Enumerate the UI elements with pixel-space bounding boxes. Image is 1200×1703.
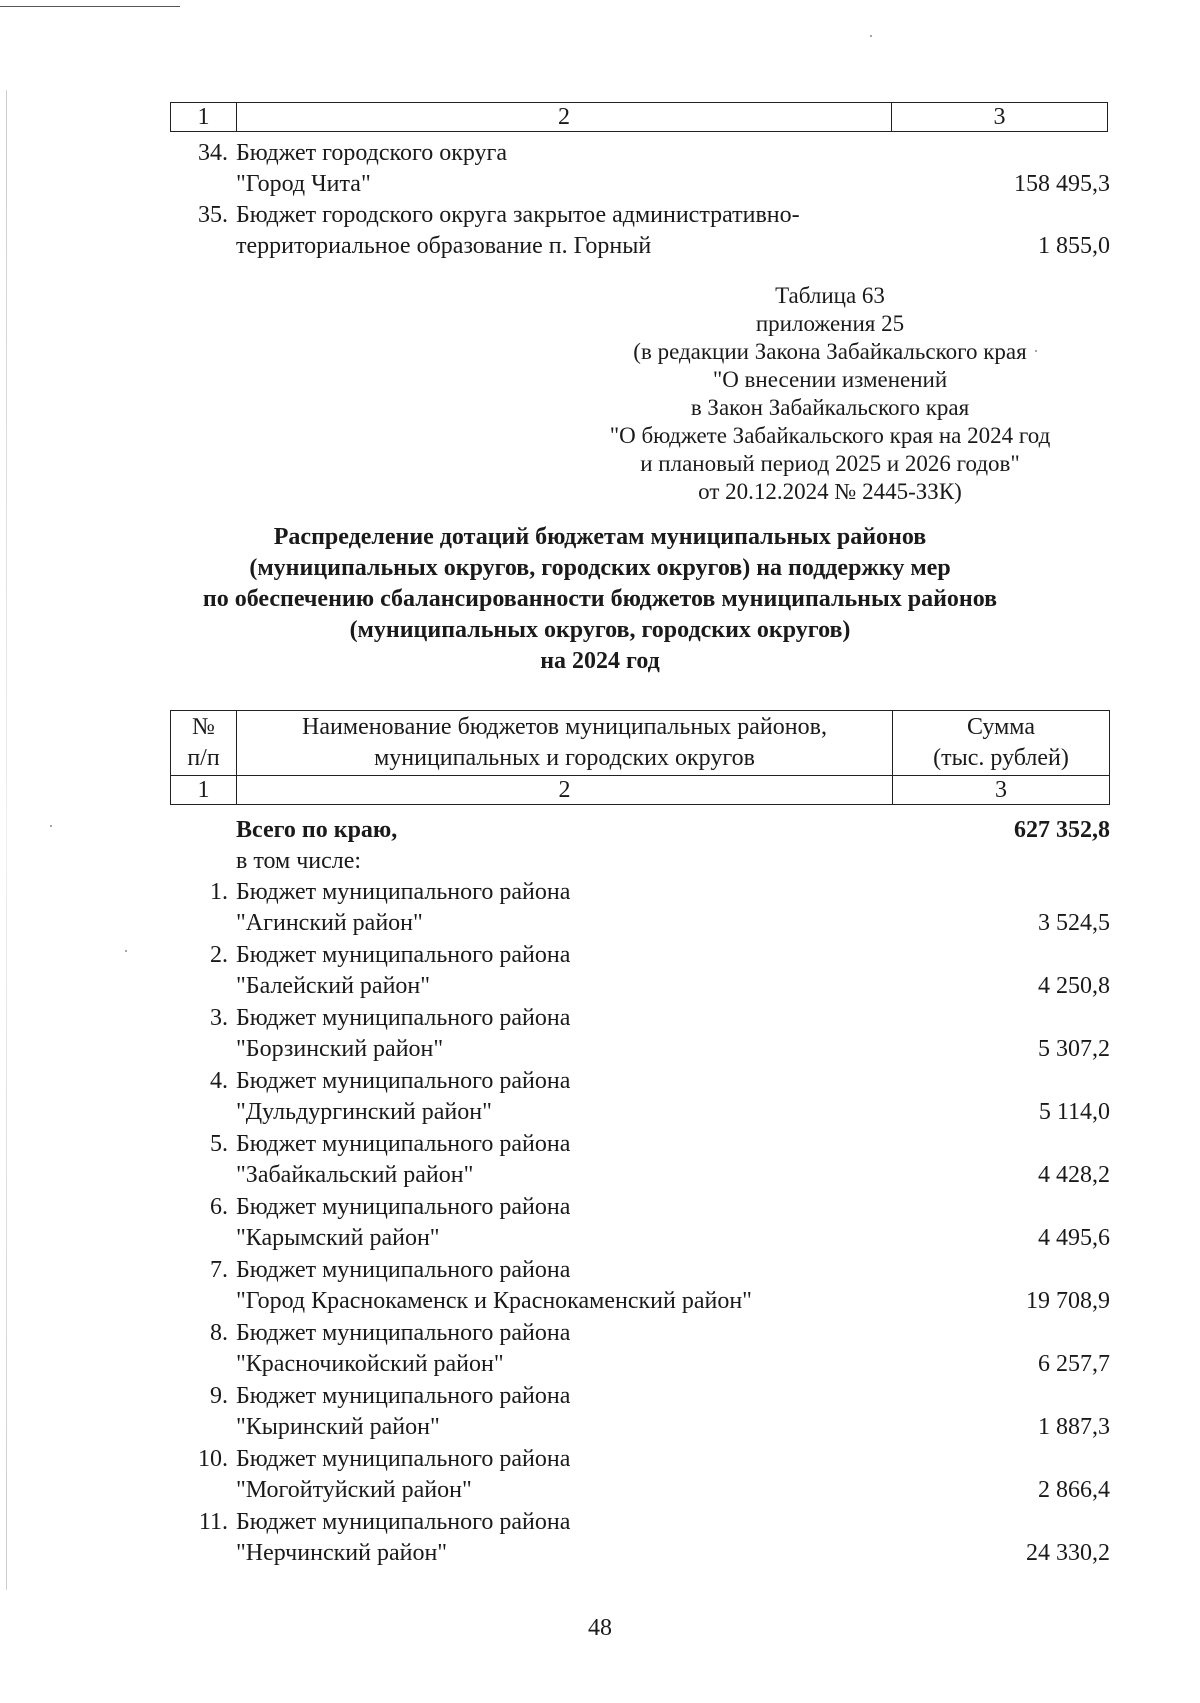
row-amount: 4 250,8: [1038, 973, 1110, 999]
row-amount: 1 855,0: [1038, 233, 1110, 259]
column-index-2: 2: [237, 103, 892, 131]
row-name-line1: Бюджет муниципального района: [236, 1509, 571, 1535]
row-amount: 5 307,2: [1038, 1036, 1110, 1062]
continuation-table-header: [170, 102, 1108, 132]
row-name-line1: Бюджет муниципального района: [236, 1068, 571, 1094]
annotation-line: "О бюджете Забайкальского края на 2024 год: [609, 423, 1051, 448]
row-name-line2: "Могойтуйский район": [236, 1477, 472, 1503]
row-name-line2: "Забайкальский район": [236, 1162, 474, 1188]
row-name-line2: "Город Чита": [236, 171, 371, 197]
column-index-1: 1: [171, 103, 237, 131]
annotation-line: и плановый период 2025 и 2026 годов": [640, 451, 1020, 476]
row-number: 10.: [198, 1446, 228, 1472]
row-name-line2: "Город Краснокаменск и Краснокаменский район": [236, 1288, 752, 1314]
row-name-line1: Бюджет муниципального района: [236, 1257, 571, 1283]
row-name-line1: Бюджет муниципального района: [236, 879, 571, 905]
row-number: 11.: [198, 1509, 228, 1535]
row-name-line1: Бюджет муниципального района: [236, 1446, 571, 1472]
column-index-1: 1: [171, 776, 237, 804]
row-amount: 1 887,3: [1038, 1414, 1110, 1440]
annotation-line: "О внесении изменений: [712, 367, 948, 392]
column-header-amount: [893, 711, 1109, 775]
row-number: 34.: [198, 140, 228, 166]
row-amount: 6 257,7: [1038, 1351, 1110, 1377]
column-index-2: 2: [237, 776, 893, 804]
row-name-line2: "Красночикойский район": [236, 1351, 504, 1377]
total-label: Всего по краю,: [236, 817, 398, 843]
row-number: 7.: [210, 1257, 228, 1283]
row-name-line1: Бюджет муниципального района: [236, 1131, 571, 1157]
row-name-line1: Бюджет муниципального района: [236, 1005, 571, 1031]
column-header-name: [237, 711, 893, 775]
scan-artifact-dot: [50, 825, 52, 827]
row-number: 5.: [210, 1131, 228, 1157]
page-number: 48: [588, 1615, 612, 1641]
row-name-line2: "Борзинский район": [236, 1036, 444, 1062]
scan-artifact-dot: [125, 950, 127, 952]
scan-artifact-dot: [870, 35, 872, 37]
column-header-num: [171, 711, 237, 775]
row-amount: 5 114,0: [1038, 1099, 1110, 1125]
row-amount: 24 330,2: [1026, 1540, 1110, 1566]
row-name-line1: Бюджет муниципального района: [236, 1194, 571, 1220]
row-name-line2: "Дульдургинский район": [236, 1099, 492, 1125]
row-number: 3.: [210, 1005, 228, 1031]
title-line: на 2024 год: [540, 648, 660, 674]
row-name-line1: Бюджет муниципального района: [236, 1320, 571, 1346]
column-index-3: 3: [993, 104, 1006, 130]
title-line: Распределение дотаций бюджетам муниципальных районов: [273, 524, 927, 550]
row-name-line2: "Карымский район": [236, 1225, 440, 1251]
row-amount: 2 866,4: [1038, 1477, 1110, 1503]
row-name-line1: Бюджет городского округа: [236, 140, 508, 166]
annotation-line: в Закон Забайкальского края: [690, 395, 970, 420]
header-line: №: [192, 714, 215, 740]
title-line: (муниципальных округов, городских округов): [349, 617, 851, 643]
title-line: по обеспечению сбалансированности бюджетов муниципальных районов: [202, 586, 998, 612]
row-amount: 158 495,3: [1014, 171, 1110, 197]
row-name-line2: "Балейский район": [236, 973, 431, 999]
row-number: 1.: [210, 879, 228, 905]
row-amount: 19 708,9: [1026, 1288, 1110, 1314]
scan-artifact-edge: [6, 90, 7, 1590]
annotation-line: (в редакции Закона Забайкальского края: [633, 339, 1027, 364]
row-name-line2: "Кыринский район": [236, 1414, 440, 1440]
row-name-line1: Бюджет городского округа закрытое административно-: [236, 202, 800, 228]
annotation-line: Таблица 63: [775, 283, 885, 308]
row-name-line2: "Агинский район": [236, 910, 423, 936]
row-number: 6.: [210, 1194, 228, 1220]
header-line: Наименование бюджетов муниципальных районов,: [302, 714, 827, 740]
table-column-header: [170, 710, 1110, 776]
including-label: в том числе:: [236, 848, 362, 874]
row-number: 8.: [210, 1320, 228, 1346]
row-name-line1: Бюджет муниципального района: [236, 1383, 571, 1409]
header-line: Сумма: [967, 714, 1035, 740]
row-number: 2.: [210, 942, 228, 968]
row-number: 4.: [210, 1068, 228, 1094]
column-index-3: 3: [995, 777, 1007, 803]
row-amount: 3 524,5: [1038, 910, 1110, 936]
header-line: (тыс. рублей): [933, 745, 1069, 771]
row-number: 9.: [210, 1383, 228, 1409]
header-line: п/п: [187, 745, 220, 771]
row-amount: 4 495,6: [1038, 1225, 1110, 1251]
annotation-line: приложения 25: [755, 311, 905, 336]
row-name-line2: "Нерчинский район": [236, 1540, 448, 1566]
row-amount: 4 428,2: [1038, 1162, 1110, 1188]
scan-artifact-line: [0, 6, 180, 7]
row-number: 35.: [198, 202, 228, 228]
annotation-line: от 20.12.2024 № 2445-ЗЗК): [698, 479, 962, 504]
header-line: муниципальных и городских округов: [374, 745, 755, 771]
table-index-row: [170, 775, 1110, 805]
title-line: (муниципальных округов, городских округов) на поддержку мер: [249, 555, 951, 581]
row-name-line2: территориальное образование п. Горный: [236, 233, 652, 259]
total-amount: 627 352,8: [1014, 817, 1110, 843]
row-name-line1: Бюджет муниципального района: [236, 942, 571, 968]
